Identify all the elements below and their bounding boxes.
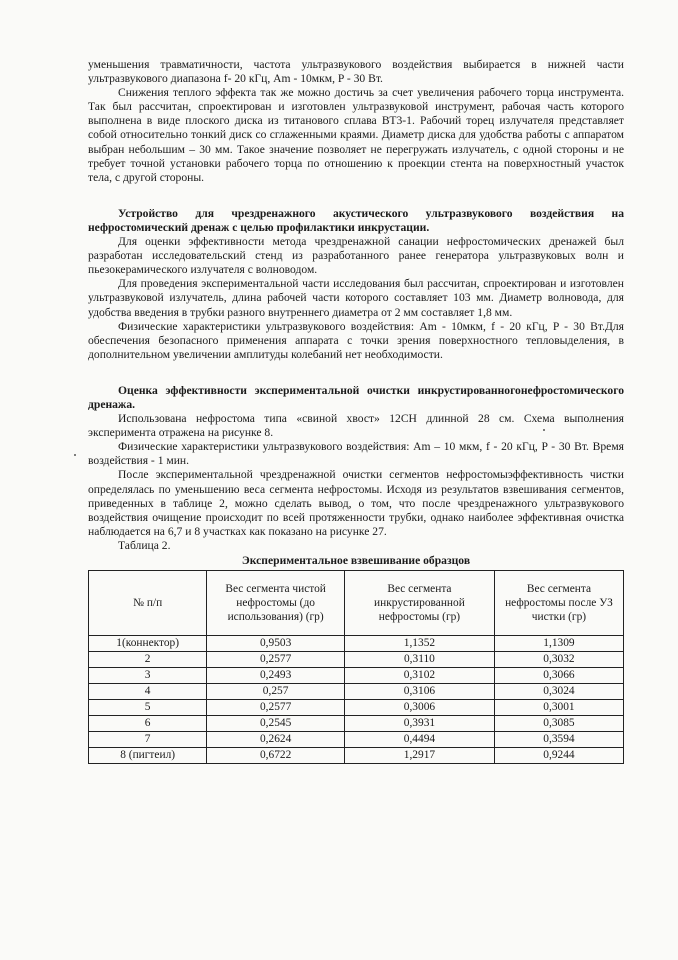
- table-row: [89, 684, 624, 700]
- scan-speck: [543, 429, 545, 431]
- table-row: [89, 748, 624, 764]
- cell-clean: 0,2624: [207, 732, 345, 748]
- table-title: Экспериментальное взвешивание образцов: [241, 554, 471, 567]
- cell-clean: 0,6722: [207, 748, 345, 764]
- cell-clean: 0,2577: [207, 652, 345, 668]
- paragraph-2: Снижения теплого эффекта так же можно достичь за счет увеличения рабочего торца инструмента. Так был рассчитан, спроектирован и изготовлен ультразвуковой инструмент, рабочая часть которого выполнена в виде плоского диска из титанового сплава ВТ3-1. Рабочий торец излучателя представляет собой относительно тонкий диск со сглаженными краями. Диаметр диска для удобства работы с аппаратом выбран небольшим – 30 мм. Такое значение позволяет не перегружать излучатель, с одной стороны и не требует точной установки рабочего торца по отношению к проекции стента на поверхностный участок тела, с другой стороны.: [88, 86, 624, 184]
- cell-after: 0,3066: [494, 668, 623, 684]
- cell-encrusted: 0,3006: [344, 700, 494, 716]
- cell-number: 3: [89, 668, 207, 684]
- table-row: [89, 716, 624, 732]
- cell-number: 8 (пигтеил): [89, 748, 207, 764]
- weighing-table: [88, 570, 624, 764]
- cell-number: 7: [89, 732, 207, 748]
- table-header-row: [89, 571, 624, 636]
- header-encrusted-weight: Вес сегмента инкрустированной нефростомы (гр): [344, 571, 494, 636]
- cell-encrusted: 0,4494: [344, 732, 494, 748]
- section-heading-device: Устройство для чрездренажного акустического ультразвукового воздействия на нефростомический дренаж с целью профилактики инкрустации.: [88, 206, 624, 234]
- paragraph-1: уменьшения травматичности, частота ультразвукового воздействия выбирается в нижней части ультразвукового диапазона f- 20 кГц, Am - 10мкм, P - 30 Вт.: [88, 58, 624, 86]
- cell-after: 0,3594: [494, 732, 623, 748]
- cell-number: 4: [89, 684, 207, 700]
- paragraph-8: После экспериментальной чрездренажной очистки сегментов нефростомыэффективность чистки определялась по уменьшению веса сегмента нефростомы. Исходя из результатов взвешивания сегментов, приведенных в таблице 2, можно сделать вывод, о том, что после чрездренажного ультразвукового воздействия очищение происходит по всей протяженности трубки, однако наиболее эффективная очистка наблюдается на 6,7 и 8 участках как показано на рисунке 27.: [88, 468, 624, 538]
- cell-encrusted: 0,3102: [344, 668, 494, 684]
- paragraph-3: Для оценки эффективности метода чрездренажной санации нефростомических дренажей был разработан исследовательский стенд из разработанного ранее генератора ультразвуковых волн и пьезокерамического излучателя с волноводом.: [88, 235, 624, 277]
- cell-number: 6: [89, 716, 207, 732]
- cell-after: 0,9244: [494, 748, 623, 764]
- table-row: [89, 636, 624, 652]
- header-number: № п/п: [89, 571, 207, 636]
- cell-clean: 0,2577: [207, 700, 345, 716]
- cell-after: 0,3085: [494, 716, 623, 732]
- cell-clean: 0,9503: [207, 636, 345, 652]
- cell-after: 1,1309: [494, 636, 623, 652]
- cell-after: 0,3032: [494, 652, 623, 668]
- cell-encrusted: 0,3110: [344, 652, 494, 668]
- table-label: Таблица 2.: [118, 538, 171, 552]
- cell-number: 2: [89, 652, 207, 668]
- paragraph-5: Физические характеристики ультразвукового воздействия: Am - 10мкм, f - 20 кГц, P - 30 Вт.Для обеспечения безопасного применения аппарата с точки зрения поверхностного тепловыделения, в дополнительном увеличении амплитуды колебаний нет необходимости.: [88, 319, 624, 361]
- paragraph-6: Использована нефростома типа «свиной хвост» 12СН длинной 28 см. Схема выполнения эксперимента отражена на рисунке 8.: [88, 412, 624, 440]
- table-row: [89, 732, 624, 748]
- table-row: [89, 700, 624, 716]
- header-clean-weight: Вес сегмента чистой нефростомы (до использования) (гр): [207, 571, 345, 636]
- cell-encrusted: 0,3106: [344, 684, 494, 700]
- table-row: [89, 652, 624, 668]
- cell-number: 1(коннектор): [89, 636, 207, 652]
- paragraph-7: Физические характеристики ультразвукового воздействия: Am – 10 мкм, f - 20 кГц, P - 30 Вт. Время воздействия - 1 мин.: [88, 440, 624, 468]
- cell-encrusted: 1,1352: [344, 636, 494, 652]
- section-heading-evaluation: Оценка эффективности экспериментальной очистки инкрустированногонефростомического дренажа.: [88, 383, 624, 411]
- table-row: [89, 668, 624, 684]
- cell-encrusted: 0,3931: [344, 716, 494, 732]
- cell-after: 0,3001: [494, 700, 623, 716]
- header-after-cleaning-weight: Вес сегмента нефростомы после УЗ чистки (гр): [494, 571, 623, 636]
- cell-clean: 0,2493: [207, 668, 345, 684]
- cell-clean: 0,2545: [207, 716, 345, 732]
- cell-encrusted: 1,2917: [344, 748, 494, 764]
- cell-number: 5: [89, 700, 207, 716]
- cell-after: 0,3024: [494, 684, 623, 700]
- scan-speck: [74, 454, 76, 456]
- cell-clean: 0,257: [207, 684, 345, 700]
- document-page: [88, 58, 624, 764]
- paragraph-4: Для проведения экспериментальной части исследования был рассчитан, спроектирован и изготовлен ультразвуковой излучатель, длина рабочей части которого составляет 103 мм. Диаметр волновода, для удобства введения в трубки разного внутреннего диаметра от 2 мм составляет 1,8 мм.: [88, 277, 624, 319]
